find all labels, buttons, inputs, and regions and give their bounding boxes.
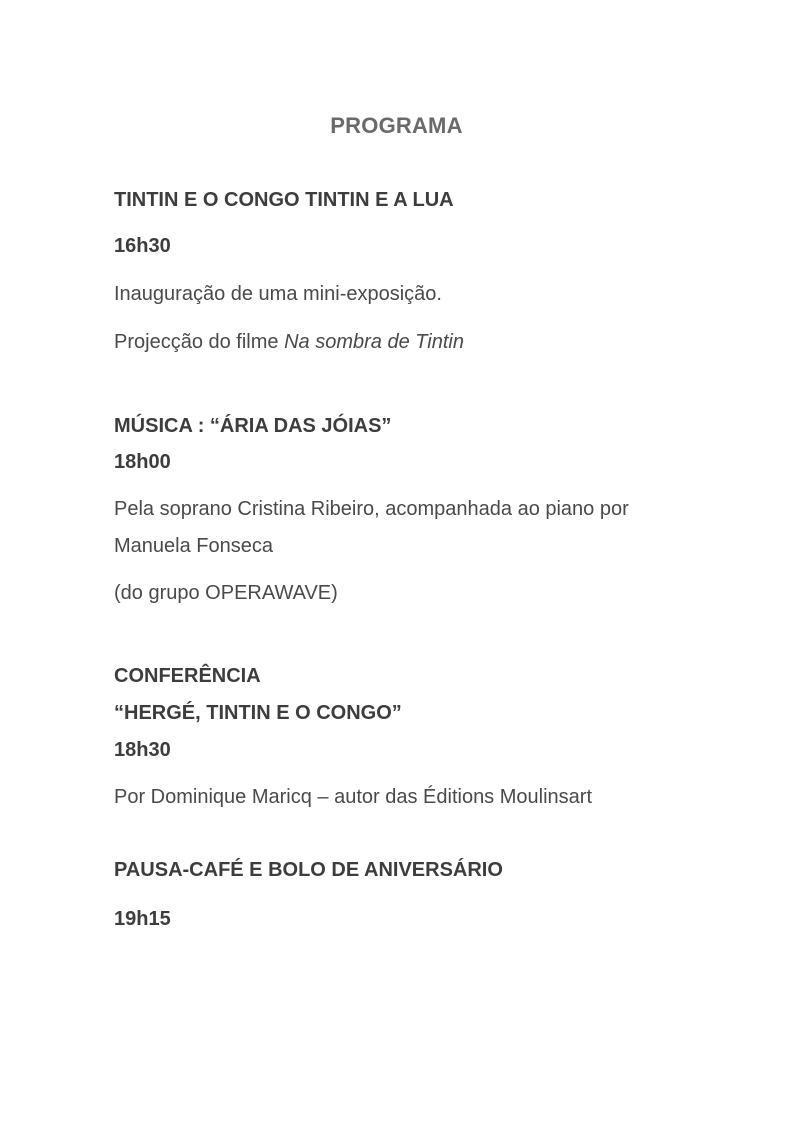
section-text-projection bbox=[114, 330, 464, 354]
page-title: PROGRAMA bbox=[330, 113, 463, 138]
section-text-speaker: Por Dominique Maricq – autor das Éditions Moulinsart bbox=[114, 786, 592, 808]
section-subheading-conferencia: “HERGÉ, TINTIN E O CONGO” bbox=[114, 702, 402, 724]
section-heading-tintin: TINTIN E O CONGO TINTIN E A LUA bbox=[114, 189, 454, 211]
section-text-group: (do grupo OPERAWAVE) bbox=[114, 582, 338, 604]
section-time-1800: 18h00 bbox=[114, 451, 171, 473]
section-time-1915: 19h15 bbox=[114, 908, 171, 930]
section-text-soprano: Pela soprano Cristina Ribeiro, acompanhada ao piano por bbox=[114, 498, 629, 520]
section-text-inauguration: Inauguração de uma mini-exposição. bbox=[114, 283, 442, 305]
projection-prefix: Projecção do filme bbox=[114, 331, 285, 353]
section-time-1630: 16h30 bbox=[114, 235, 171, 257]
section-text-pianist: Manuela Fonseca bbox=[114, 535, 273, 557]
film-title: Na sombra de Tintin bbox=[284, 331, 464, 353]
section-heading-conferencia: CONFERÊNCIA bbox=[114, 665, 261, 687]
section-time-1830: 18h30 bbox=[114, 739, 171, 761]
section-heading-musica: MÚSICA : “ÁRIA DAS JÓIAS” bbox=[114, 415, 392, 437]
section-heading-pausa: PAUSA-CAFÉ E BOLO DE ANIVERSÁRIO bbox=[114, 859, 503, 881]
